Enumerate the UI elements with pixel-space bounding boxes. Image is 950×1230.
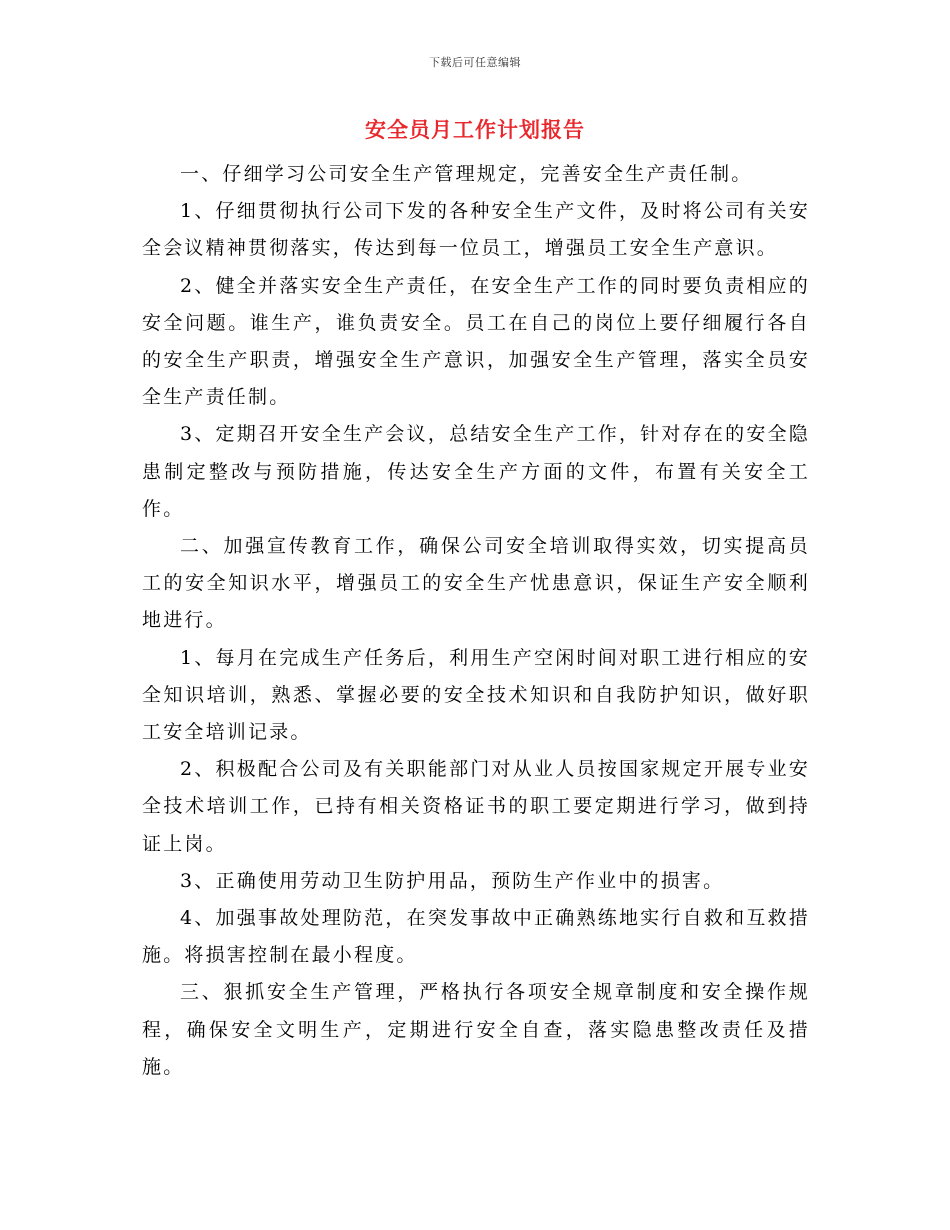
- paragraph-2-4: 4、加强事故处理防范，在突发事故中正确熟练地实行自救和互救措施。将损害控制在最小程度。: [142, 907, 810, 967]
- document-body: [142, 156, 810, 1086]
- header-note: 下载后可任意编辑: [429, 56, 521, 69]
- section-heading-1: 一、仔细学习公司安全生产管理规定，完善安全生产责任制。: [180, 163, 753, 185]
- section-heading-2: 二、加强宣传教育工作，确保公司安全培训取得实效，切实提高员工的安全知识水平，增强员工的安全生产忧患意识，保证生产安全顺利地进行。: [142, 535, 810, 632]
- paragraph-2-1: 1、每月在完成生产任务后，利用生产空闲时间对职工进行相应的安全知识培训，熟悉、掌握必要的安全技术知识和自我防护知识，做好职工安全培训记录。: [142, 646, 810, 744]
- section-heading-3: 三、狠抓安全生产管理，严格执行各项安全规章制度和安全操作规程，确保安全文明生产，定期进行安全自查，落实隐患整改责任及措施。: [142, 981, 810, 1078]
- paragraph-2-2: 2、积极配合公司及有关职能部门对从业人员按国家规定开展专业安全技术培训工作，已持有相关资格证书的职工要定期进行学习，做到持证上岗。: [142, 758, 810, 855]
- document-title: 安全员月工作计划报告: [365, 117, 585, 142]
- paragraph-1-2: 2、健全并落实安全生产责任，在安全生产工作的同时要负责相应的安全问题。谁生产，谁负责安全。员工在自己的岗位上要仔细履行各自的安全生产职责，增强安全生产意识，加强安全生产管理，落实全员安全生产责任制。: [142, 274, 810, 409]
- paragraph-1-1: 1、仔细贯彻执行公司下发的各种安全生产文件，及时将公司有关安全会议精神贯彻落实，传达到每一位员工，增强员工安全生产意识。: [142, 200, 810, 260]
- paragraph-1-3: 3、定期召开安全生产会议，总结安全生产工作，针对存在的安全隐患制定整改与预防措施，传达安全生产方面的文件，布置有关安全工作。: [142, 423, 810, 520]
- paragraph-2-3: 3、正确使用劳动卫生防护用品，预防生产作业中的损害。: [180, 869, 725, 892]
